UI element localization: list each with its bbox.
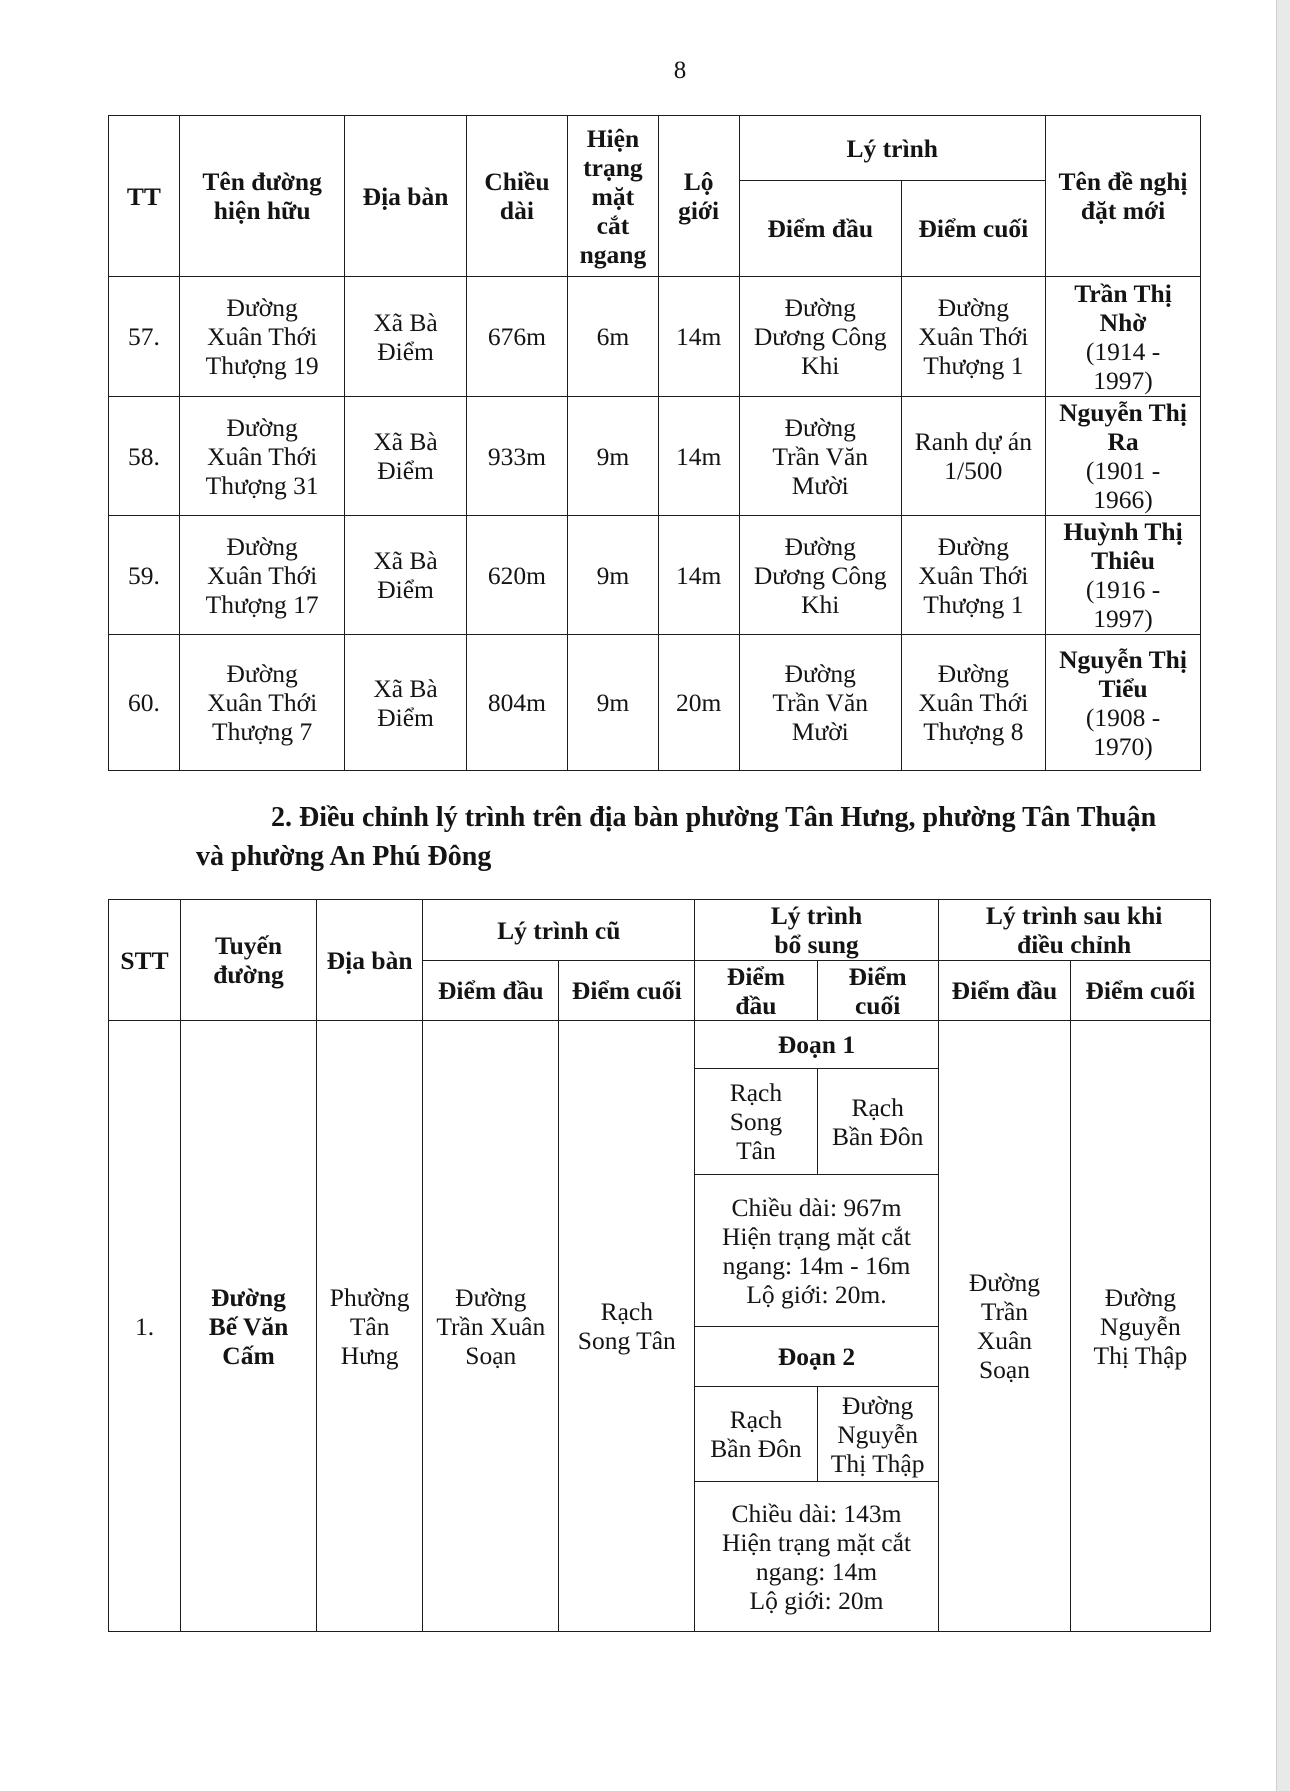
segment-2-details: Chiều dài: 143m Hiện trạng mặt cắt ngang: 14m Lộ giới: 20m [695,1482,938,1632]
length: 804m [466,635,568,771]
road-boundary: 14m [658,277,739,397]
current-street-name: Đường Xuân Thới Thượng 31 [179,397,345,516]
table-row [109,277,1201,397]
area: Xã Bà Điểm [345,397,466,516]
header-proposed-name: Tên đề nghị đặt mới [1045,116,1200,277]
cross-section: 6m [568,277,658,397]
length: 620m [466,516,568,635]
page-edge-shadow [1276,0,1290,1791]
length: 933m [466,397,568,516]
current-street-name: Đường Xuân Thới Thượng 19 [179,277,345,397]
header-start-point: Điểm đầu [739,181,901,277]
segment-1-details: Chiều dài: 967m Hiện trạng mặt cắt ngang: 14m - 16m Lộ giới: 20m. [695,1175,938,1327]
table-row [109,635,1201,771]
segment-1-end-point: Rạch Bần Đôn [817,1069,938,1175]
proposed-person-name: Huỳnh Thị Thiêu [1063,517,1183,575]
proposed-person-name: Nguyễn Thị Ra [1059,398,1187,456]
proposed-person-name: Trần Thị Nhờ [1074,278,1172,337]
proposed-person-years: (1908 - 1970) [1085,702,1161,761]
proposed-name-cell [1045,516,1200,635]
old-end-point: Rạch Song Tân [559,1021,695,1632]
header-added-start-point: Điểm đầu [695,961,817,1021]
header-old-start-point: Điểm đầu [423,961,559,1021]
row-number: 57. [109,277,180,397]
area: Xã Bà Điểm [345,277,466,397]
header-area: Địa bàn [345,116,466,277]
road-boundary: 14m [658,397,739,516]
current-street-name: Đường Xuân Thới Thượng 7 [179,635,345,771]
segment-2-start-point: Rạch Bần Đôn [695,1387,817,1482]
proposed-name-cell [1045,397,1200,516]
table-row [109,1021,1211,1069]
start-point: Đường Trần Văn Mười [739,397,901,516]
end-point: Ranh dự án 1/500 [901,397,1045,516]
route-adjustment-table [108,899,1211,1632]
section-heading: 2. Điều chỉnh lý trình trên địa bàn phường Tân Hưng, phường Tân Thuận và phường An Phú Đông [196,802,1157,872]
end-point: Đường Xuân Thới Thượng 8 [901,635,1045,771]
proposed-person-years: (1901 - 1966) [1085,456,1161,514]
proposed-person-years: (1916 - 1997) [1085,575,1161,633]
proposed-name-cell [1045,635,1200,771]
header-current-street-name: Tên đường hiện hữu [179,116,345,277]
end-point: Đường Xuân Thới Thượng 1 [901,277,1045,397]
header-route: Lý trình [739,116,1045,181]
header-adjusted-end-point: Điểm cuối [1071,961,1210,1021]
header-road-boundary: Lộ giới [658,116,739,277]
row-number: 60. [109,635,180,771]
header-adjusted-route: Lý trình sau khi điều chỉnh [938,900,1210,961]
header-stt: STT [109,900,181,1021]
header-added-route: Lý trình bổ sung [695,900,938,961]
row-number: 58. [109,397,180,516]
table-header-row [109,116,1201,181]
area: Xã Bà Điểm [345,516,466,635]
header-length: Chiều dài [466,116,568,277]
table-header-row [109,900,1211,961]
header-end-point: Điểm cuối [901,181,1045,277]
header-area: Địa bàn [317,900,423,1021]
road-boundary: 14m [658,516,739,635]
segment-1-start-point: Rạch Song Tân [695,1069,817,1175]
end-point: Đường Xuân Thới Thượng 1 [901,516,1045,635]
old-start-point: Đường Trần Xuân Soạn [423,1021,559,1632]
cross-section: 9m [568,635,658,771]
proposed-name-cell [1045,277,1200,397]
start-point: Đường Dương Công Khi [739,516,901,635]
row-number: 59. [109,516,180,635]
segment-2-end-point: Đường Nguyễn Thị Thập [817,1387,938,1482]
proposed-person-name: Nguyễn Thị Tiểu [1059,644,1187,703]
area: Phường Tân Hưng [317,1021,423,1632]
header-old-end-point: Điểm cuối [559,961,695,1021]
header-added-end-point: Điểm cuối [817,961,938,1021]
adjusted-start-point: Đường Trần Xuân Soạn [938,1021,1071,1632]
start-point: Đường Dương Công Khi [739,277,901,397]
header-tt: TT [109,116,180,277]
table-row [109,516,1201,635]
page-number: 8 [673,57,687,84]
current-street-name: Đường Xuân Thới Thượng 17 [179,516,345,635]
header-adjusted-start-point: Điểm đầu [938,961,1071,1021]
table-row [109,397,1201,516]
segment-1-label: Đoạn 1 [695,1021,938,1069]
street-naming-table [108,115,1201,771]
area: Xã Bà Điểm [345,635,466,771]
proposed-person-years: (1914 - 1997) [1085,336,1161,395]
row-number: 1. [109,1021,181,1632]
header-old-route: Lý trình cũ [423,900,695,961]
segment-2-label: Đoạn 2 [695,1327,938,1387]
header-cross-section: Hiện trạng mặt cắt ngang [568,116,658,277]
road-boundary: 20m [658,635,739,771]
start-point: Đường Trần Văn Mười [739,635,901,771]
street-route: Đường Bế Văn Cấm [181,1021,317,1632]
cross-section: 9m [568,397,658,516]
adjusted-end-point: Đường Nguyễn Thị Thập [1071,1021,1210,1632]
length: 676m [466,277,568,397]
header-street-route: Tuyến đường [181,900,317,1021]
cross-section: 9m [568,516,658,635]
